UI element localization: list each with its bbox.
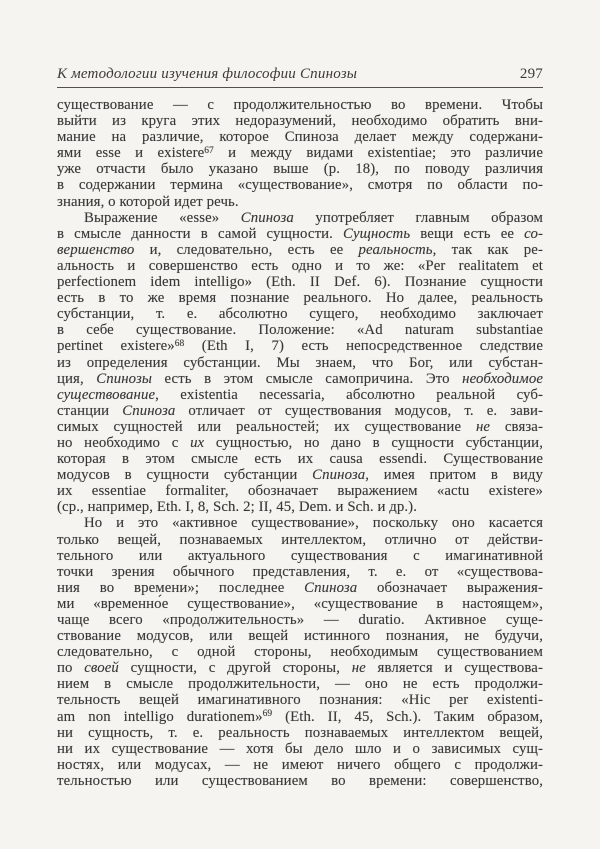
text-line xyxy=(57,757,543,773)
text-line xyxy=(57,773,543,789)
text-line xyxy=(57,644,543,660)
text-run: знания, о которой идет речь. xyxy=(57,193,239,210)
text-line xyxy=(57,564,543,580)
emphasis-text: вершенство xyxy=(57,241,135,258)
text-run: следовательно, с одной стороны, необходимым существованием xyxy=(57,644,543,661)
text-run: употребляет главным образом xyxy=(293,209,543,226)
text-run: чаще всего «продолжительность» — duratio. Активное суще- xyxy=(57,612,543,628)
emphasis-text: не xyxy=(351,660,366,677)
text-run: perfectionem idem intelligo» (Eth. II Def. 6). Познание сущности xyxy=(57,274,543,291)
text-line xyxy=(57,274,543,290)
text-line xyxy=(57,660,543,676)
text-run: тельностью или существованием во времени: совершенство, xyxy=(57,772,543,789)
text-line xyxy=(57,676,543,692)
text-run: но необходимо с xyxy=(57,434,191,451)
text-run: pertinet existere» xyxy=(57,338,175,355)
text-run: (ср., например, Eth. I, 8, Sch. 2; II, 45, Dem. и Sch. и др.). xyxy=(57,499,418,516)
text-run: мание на различие, которое Спиноза делает между содержани- xyxy=(57,129,543,146)
emphasis-text: Спиноза xyxy=(240,209,294,226)
text-run: ностях, или модусах, — не имеют ничего общего с продолжи- xyxy=(57,756,543,773)
text-line xyxy=(57,113,543,129)
paragraph xyxy=(57,97,543,210)
emphasis-text: со- xyxy=(524,225,543,242)
text-run: вещи есть ее xyxy=(410,225,525,242)
text-line xyxy=(57,499,543,515)
text-line xyxy=(57,290,543,306)
text-run: альность и совершенство есть одно и то же: «Per realitatem et xyxy=(57,257,543,274)
paragraph xyxy=(57,210,543,516)
text-run: ями esse и existere xyxy=(57,145,205,162)
text-run: выйти из круга этих недоразумений, необходимо обратить вни- xyxy=(57,113,543,130)
footnote-reference: 68 xyxy=(174,338,185,349)
text-run: обозначает выражения- xyxy=(357,579,543,596)
emphasis-text: реальность xyxy=(358,241,433,258)
text-line xyxy=(57,483,543,499)
text-run: , имея притом в виду xyxy=(365,467,543,484)
running-header xyxy=(57,66,543,87)
emphasis-text: Спиноза xyxy=(122,402,176,419)
text-run: является и существова- xyxy=(365,660,543,677)
text-run: тельного или актуального существования с имагинативной xyxy=(57,547,543,564)
text-line xyxy=(57,628,543,644)
text-run: и, следовательно, есть ее xyxy=(134,241,359,258)
emphasis-text: необходимое xyxy=(462,370,543,387)
text-run: из определения субстанции. Мы знаем, что Бог, или субстан- xyxy=(57,354,543,371)
text-line xyxy=(57,97,543,113)
text-run: только вещей, познаваемых интеллектом, отлично от действи- xyxy=(57,531,543,548)
text-run: Но и это «активное существование», поскольку оно касается xyxy=(84,515,543,532)
text-line xyxy=(57,226,543,242)
text-run: в содержании термина «существование», смотря по области по- xyxy=(57,177,543,194)
text-line xyxy=(57,580,543,596)
text-run: сущности, с другой стороны, xyxy=(118,660,352,677)
text-run: их essentiae formaliter, обозначает выражением «actu existere» xyxy=(57,483,543,500)
text-run: нием в смысле продолжительности, — оно не есть продолжи- xyxy=(57,676,543,693)
text-line xyxy=(57,306,543,322)
text-line xyxy=(57,596,543,612)
emphasis-text: Сущность xyxy=(343,225,411,242)
emphasis-text: существование xyxy=(57,386,156,403)
emphasis-text: не xyxy=(475,418,491,435)
emphasis-text: Спинозы xyxy=(96,370,152,387)
header-rule xyxy=(57,87,543,88)
text-line xyxy=(57,709,543,725)
text-run: ни сущность, т. е. реальность познаваемых интеллектом вещей, xyxy=(57,724,543,741)
text-line xyxy=(57,145,543,161)
text-run: ми «временно́е существование», «существование в настоящем», xyxy=(57,595,543,612)
text-run: (Eth. II, 45, Sch.). Таким образом, xyxy=(272,708,543,725)
text-line xyxy=(57,548,543,564)
text-line xyxy=(57,612,543,628)
text-run: есть в то же время познание реального. Но далее, реальность xyxy=(57,290,543,307)
text-run: модусов в сущности субстанции xyxy=(57,467,313,484)
text-run: ция, xyxy=(57,370,97,387)
text-run: отличает от существования модусов, т. е. зави- xyxy=(175,402,543,419)
emphasis-text: Спиноза xyxy=(304,579,358,596)
emphasis-text: своей xyxy=(84,660,119,677)
text-run: станции xyxy=(57,402,123,419)
text-run: ствование модусов, или вещей истинного познания, не будучи, xyxy=(57,628,543,645)
text-run: есть в этом смысле самопричина. Это xyxy=(151,370,463,387)
text-line xyxy=(57,435,543,451)
text-run: в себе существование. Положение: «Ad naturam substantiae xyxy=(57,322,543,339)
text-run: am non intelligo durationem» xyxy=(57,708,263,725)
text-line xyxy=(57,371,543,387)
text-line xyxy=(57,161,543,177)
text-line xyxy=(57,177,543,193)
text-run: сущностью, но дано в сущности субстанции, xyxy=(204,434,544,451)
text-line xyxy=(57,419,543,435)
paragraph xyxy=(57,515,543,789)
page-content xyxy=(57,66,543,789)
text-run: уже отчасти было указано выше (p. 18), по поводу различия xyxy=(57,161,543,178)
text-line xyxy=(57,741,543,757)
text-run: связа- xyxy=(490,418,543,435)
text-run: ния во времени»; последнее xyxy=(57,579,305,596)
text-line xyxy=(57,338,543,354)
text-run: (Eth I, 7) есть непосредственное следствие xyxy=(184,338,543,355)
footnote-reference: 69 xyxy=(262,709,273,720)
text-line xyxy=(57,258,543,274)
text-run: субстанции, т. е. абсолютно сущего, необходимо заключает xyxy=(57,306,543,323)
text-line xyxy=(57,467,543,483)
text-line xyxy=(57,355,543,371)
text-line xyxy=(57,242,543,258)
text-line xyxy=(57,451,543,467)
page-body xyxy=(57,97,543,789)
text-line xyxy=(57,515,543,531)
text-line xyxy=(57,725,543,741)
text-run: симых сущностей или реальностей; их существование xyxy=(57,418,476,435)
text-run: Выражение «esse» xyxy=(84,209,241,226)
text-line xyxy=(57,692,543,708)
text-run: которая в этом смысле есть их causa essendi. Существование xyxy=(57,451,543,468)
text-line xyxy=(57,194,543,210)
text-line xyxy=(57,210,543,226)
footnote-reference: 67 xyxy=(204,145,214,156)
text-line xyxy=(57,387,543,403)
emphasis-text: Спиноза xyxy=(312,467,366,484)
emphasis-text: их xyxy=(190,434,205,451)
text-run: и между видами existentiae; это различие xyxy=(213,145,543,162)
text-run: в смысле данности в самой сущности. xyxy=(57,225,344,242)
text-run: тельность вещей имагинативного познания: «Hic per existenti- xyxy=(57,692,543,709)
text-run: ни их существование — хотя бы дело шло и о зависимых сущ- xyxy=(57,740,543,757)
text-run: существование — с продолжительностью во времени. Чтобы xyxy=(57,97,543,113)
text-run: точки зрения обычного представления, т. е. от «существова- xyxy=(57,563,543,580)
running-header-title: К методологии изучения философии Спинозы xyxy=(57,66,358,82)
text-line xyxy=(57,129,543,145)
text-line xyxy=(57,403,543,419)
text-run: по xyxy=(57,660,85,677)
text-line xyxy=(57,322,543,338)
text-run: , existentia necessaria, абсолютно реальной суб- xyxy=(155,386,543,403)
text-line xyxy=(57,532,543,548)
page-number: 297 xyxy=(519,66,543,82)
text-run: , так как ре- xyxy=(432,241,543,258)
